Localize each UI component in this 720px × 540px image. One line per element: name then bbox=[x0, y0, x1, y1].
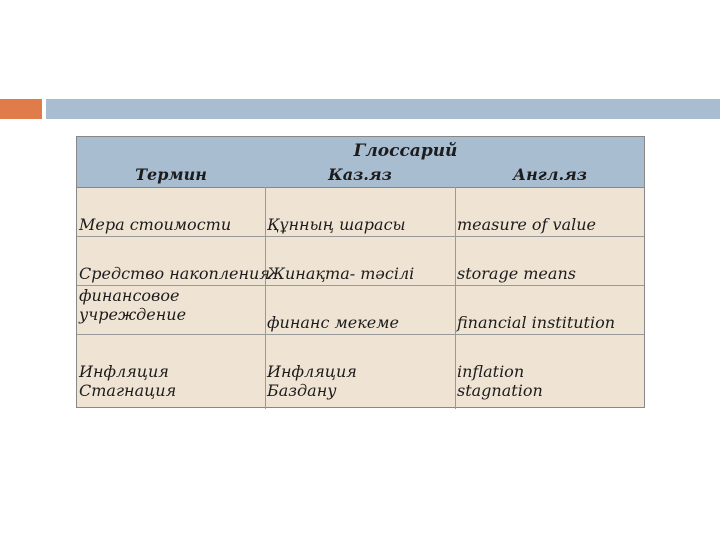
kazakh-cell: Құнның шарасы bbox=[267, 215, 406, 234]
title-bar bbox=[46, 99, 720, 119]
kazakh-cell: Жинақта- тәсілі bbox=[267, 264, 415, 283]
english-cell: inflation stagnation bbox=[457, 362, 543, 400]
row-divider bbox=[77, 236, 644, 237]
kazakh-cell: Инфляция Баздану bbox=[267, 362, 357, 400]
english-cell: measure of value bbox=[457, 215, 597, 234]
term-cell: финансовое учреждение bbox=[79, 286, 187, 324]
column-header-kazakh: Каз.яз bbox=[328, 165, 392, 184]
english-cell: storage means bbox=[457, 264, 576, 283]
kazakh-cell: финанс мекеме bbox=[267, 313, 399, 332]
term-cell: Средство накопления bbox=[79, 264, 270, 283]
glossary-table bbox=[76, 136, 645, 408]
english-cell: financial institution bbox=[457, 313, 616, 332]
table-header bbox=[77, 137, 644, 188]
column-divider bbox=[265, 187, 266, 409]
column-divider bbox=[455, 187, 456, 409]
table-title: Глоссарий bbox=[353, 141, 458, 161]
term-cell: Мера стоимости bbox=[79, 215, 232, 234]
column-header-english: Англ.яз bbox=[513, 165, 587, 184]
accent-bar bbox=[0, 99, 42, 119]
term-cell: Инфляция Стагнация bbox=[79, 362, 177, 400]
column-header-term: Термин bbox=[135, 165, 207, 184]
row-divider bbox=[77, 334, 644, 335]
